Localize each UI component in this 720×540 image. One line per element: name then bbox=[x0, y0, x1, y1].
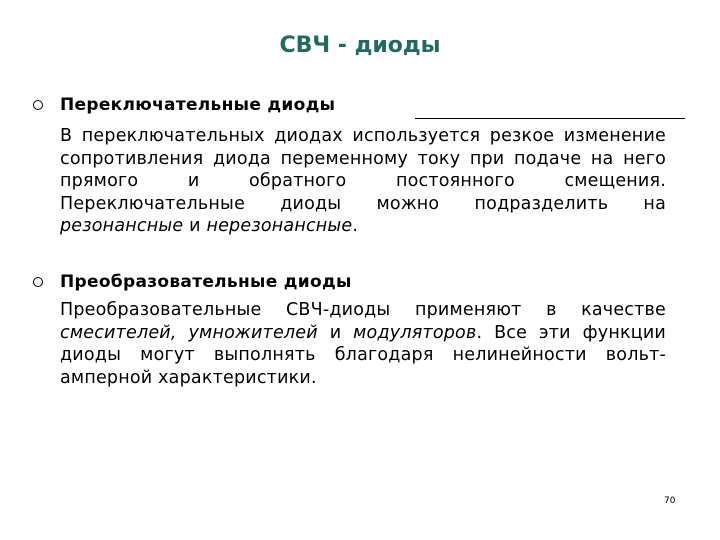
paragraph-text: и bbox=[317, 322, 354, 343]
paragraph-text: и bbox=[183, 216, 207, 237]
paragraph-italic-term: нерезонансные bbox=[206, 216, 353, 237]
paragraph-italic-term: смесителей, умножителей bbox=[60, 322, 318, 343]
paragraph-italic-term: резонансные bbox=[60, 216, 184, 237]
bullet-circle-icon bbox=[33, 100, 43, 110]
paragraph-text: . bbox=[352, 216, 359, 237]
section-heading-converter-diodes: Преобразовательные диоды bbox=[60, 272, 352, 292]
paragraph-text: В переключательных диодах используется резкое изменение сопротивления диода переменному току при подаче на него прямого и обратного постоянного смещения. Переключательные диоды можно подразделить на bbox=[60, 126, 666, 214]
paragraph-text: . Все эти функции диоды могут выполнять благодаря нелинейности вольт-амперной характеристики. bbox=[60, 322, 666, 388]
heading-underline bbox=[415, 118, 685, 119]
section-heading-switching-diodes: Переключательные диоды bbox=[60, 95, 336, 115]
paragraph-text: Преобразовательные СВЧ-диоды применяют в качестве bbox=[60, 300, 666, 320]
slide-title: СВЧ - диоды bbox=[279, 33, 441, 58]
bullet-circle-icon bbox=[33, 277, 43, 287]
section-paragraph-converter-diodes bbox=[60, 299, 666, 389]
page-number: 70 bbox=[664, 496, 676, 506]
section-paragraph-switching-diodes bbox=[60, 125, 666, 238]
paragraph-italic-term: модуляторов bbox=[353, 322, 477, 343]
